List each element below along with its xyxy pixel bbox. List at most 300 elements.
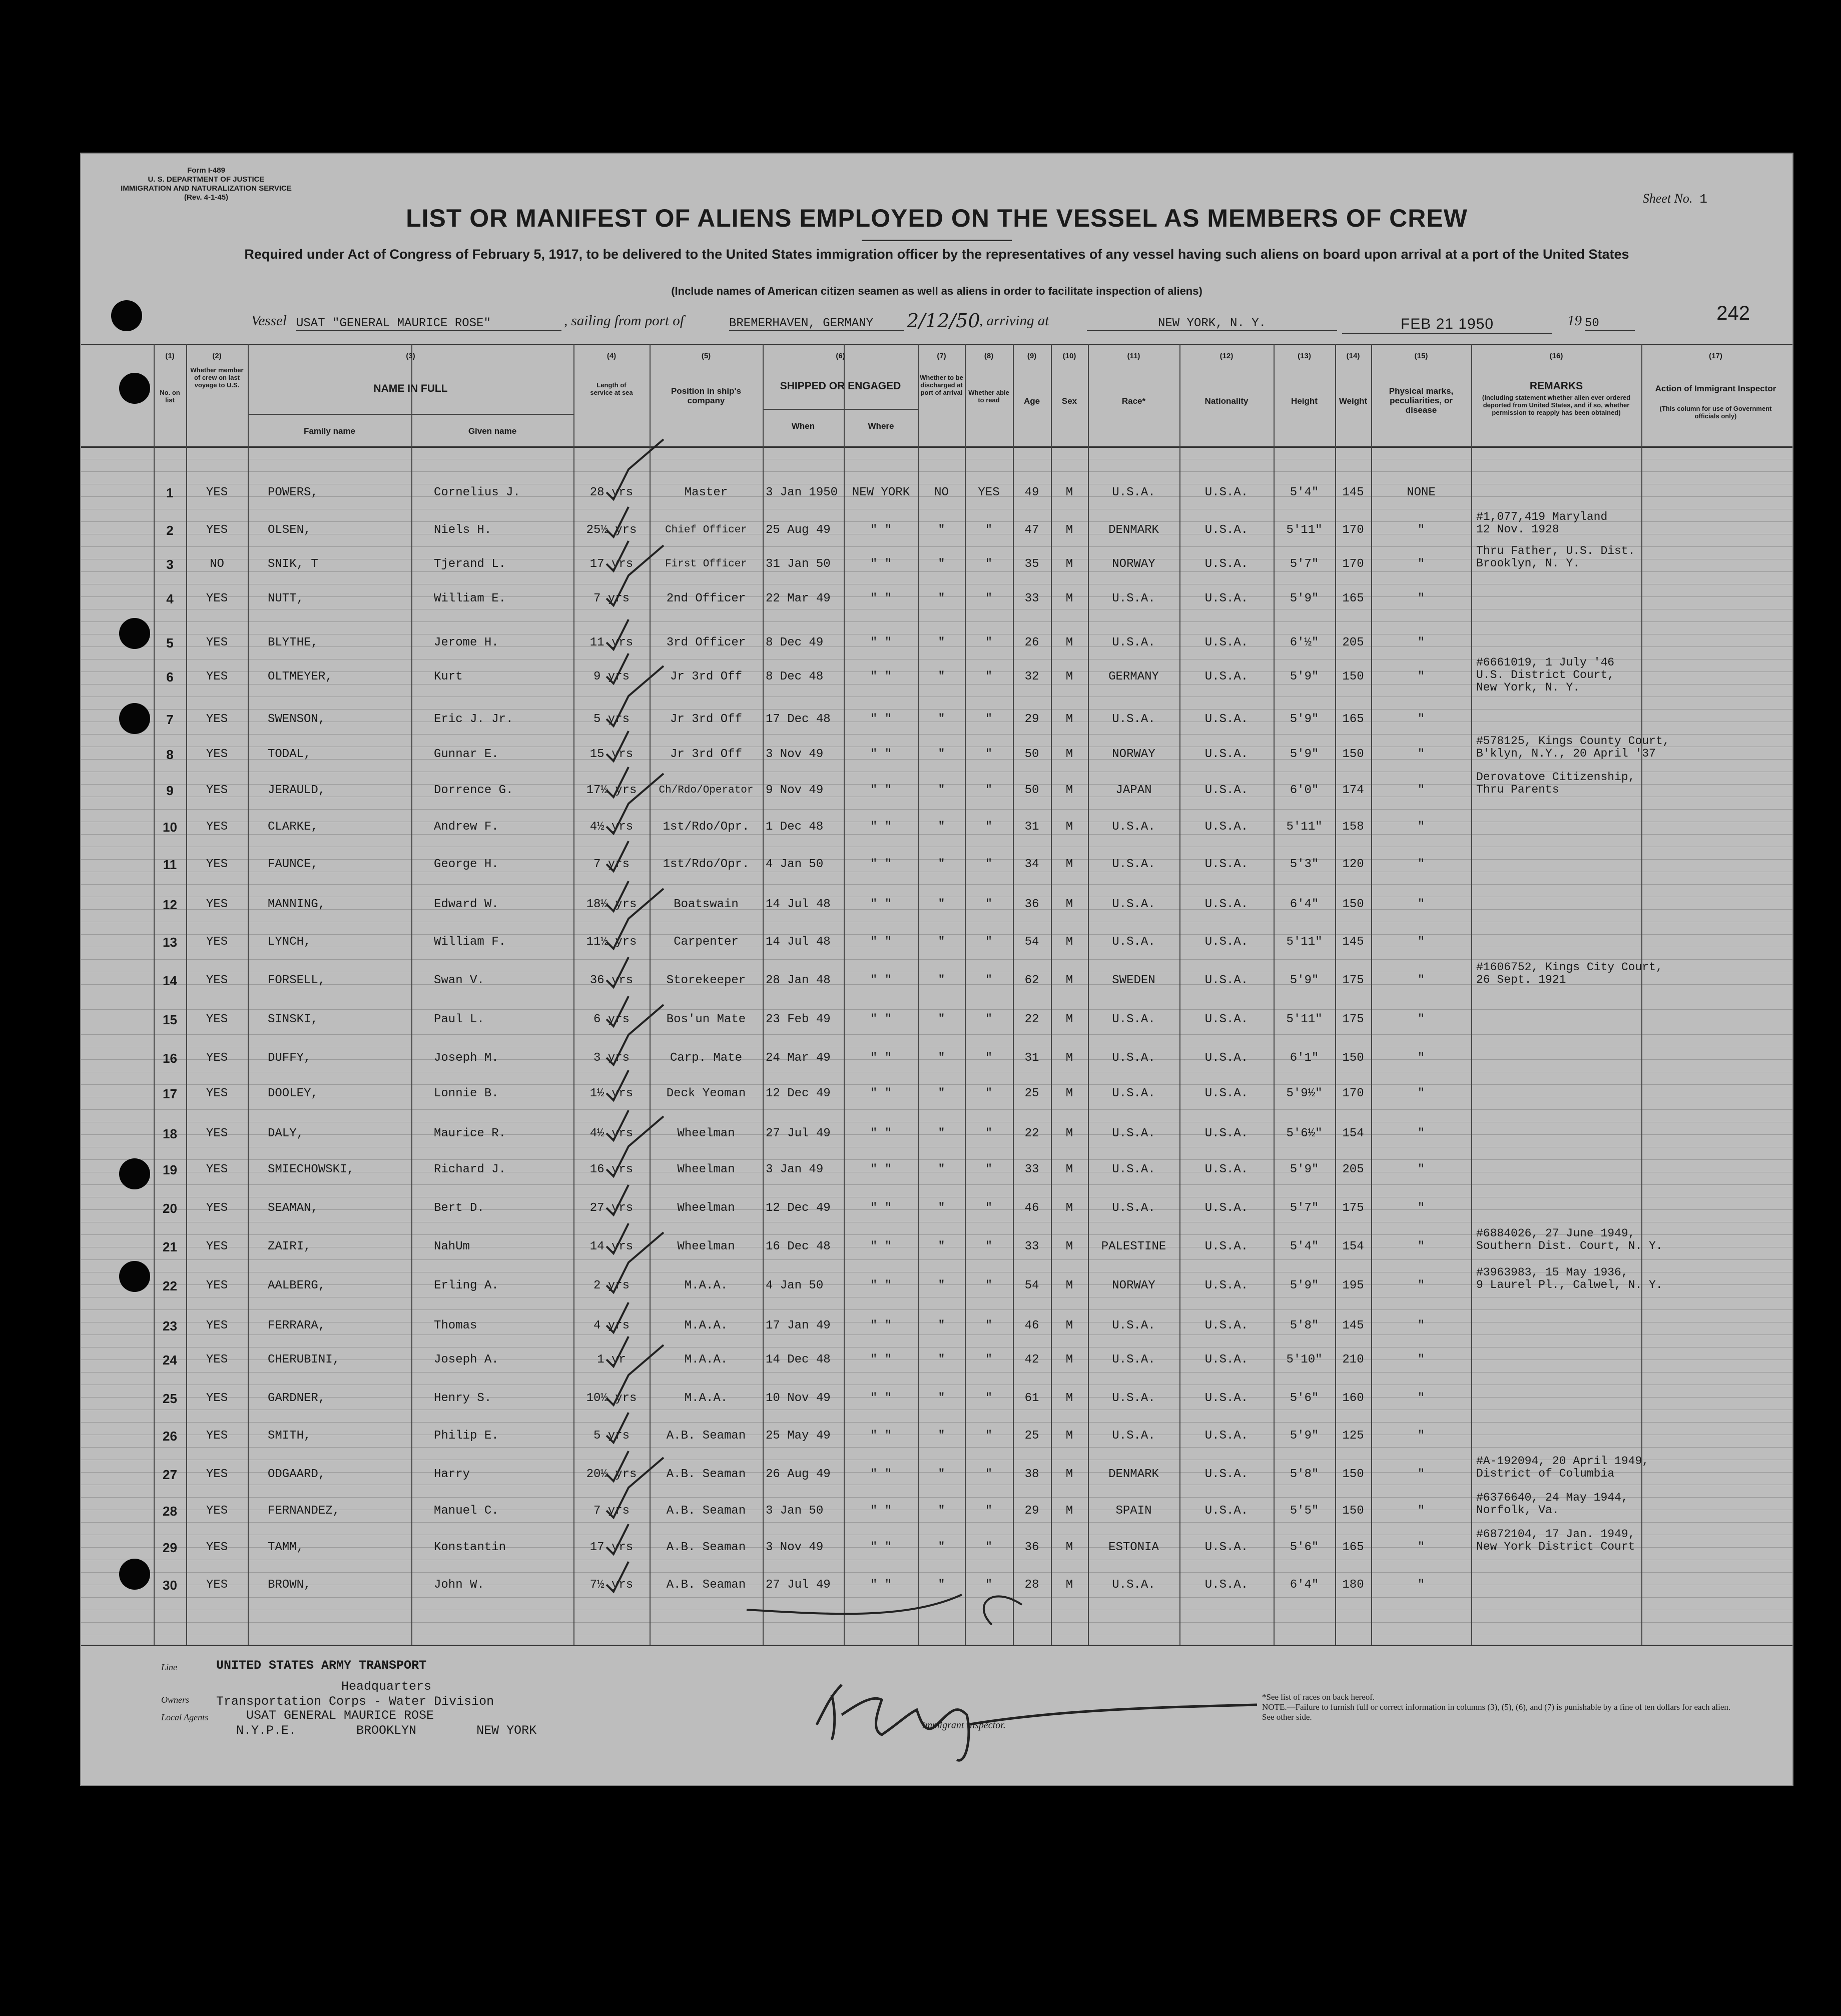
height: 5'9": [1290, 670, 1319, 684]
shipped-where: " ": [870, 1163, 892, 1176]
able-to-read: ": [985, 1279, 993, 1292]
nationality: U.S.A.: [1204, 713, 1249, 726]
sex: M: [1065, 636, 1073, 649]
given-name: Jerome H.: [434, 636, 499, 649]
age: 46: [1024, 1201, 1039, 1215]
position: M.A.A.: [684, 1319, 728, 1332]
header-height: Height: [1291, 396, 1318, 406]
sex: M: [1065, 898, 1073, 911]
form-department: U. S. DEPARTMENT OF JUSTICE: [148, 175, 265, 184]
header-where: Where: [868, 421, 894, 431]
height: 5'4": [1290, 1240, 1319, 1253]
family-name: DALY,: [268, 1127, 304, 1140]
check-mark: [606, 774, 664, 834]
shipped-when: 3 Jan 1950: [766, 486, 838, 499]
weight: 145: [1342, 486, 1364, 499]
nationality: U.S.A.: [1204, 670, 1249, 684]
height: 5'9": [1290, 1279, 1319, 1292]
race: NORWAY: [1112, 748, 1155, 761]
position: Carp. Mate: [670, 1051, 743, 1065]
weight: 205: [1342, 1163, 1364, 1176]
able-to-read: ": [985, 1013, 993, 1026]
race: U.S.A.: [1112, 858, 1155, 871]
physical-marks: ": [1417, 1013, 1425, 1026]
shipped-when: 3 Jan 50: [766, 1504, 824, 1518]
binder-hole: [119, 1559, 150, 1590]
sex: M: [1065, 1087, 1073, 1100]
able-to-read: ": [985, 1163, 993, 1176]
sex: M: [1065, 670, 1073, 684]
family-name: CHERUBINI,: [268, 1353, 340, 1367]
length-of-service: 27 yrs: [589, 1201, 634, 1215]
row-number: 24: [163, 1353, 177, 1368]
age: 36: [1024, 898, 1039, 911]
vessel-name: USAT "GENERAL MAURICE ROSE": [296, 317, 561, 331]
column-number: (9): [1027, 352, 1037, 360]
length-of-service: 5 yrs: [593, 1429, 630, 1443]
remarks: #6376640, 24 May 1944, Norfolk, Va.: [1476, 1491, 1628, 1517]
nationality: U.S.A.: [1204, 1353, 1249, 1367]
weight: 195: [1342, 1279, 1364, 1292]
sex: M: [1065, 1240, 1073, 1253]
age: 33: [1024, 592, 1039, 605]
row-number: 12: [163, 897, 177, 912]
column-number: (11): [1127, 352, 1140, 360]
owners-line-2: Transportation Corps - Water Division: [216, 1694, 494, 1709]
physical-marks: ": [1417, 1087, 1425, 1100]
check-mark: [606, 1413, 629, 1443]
able-to-read: ": [985, 748, 993, 761]
discharged-flag: ": [938, 1240, 945, 1253]
position: Jr 3rd Off: [670, 748, 743, 761]
crew-member-flag: YES: [206, 1429, 228, 1443]
length-of-service: 7 yrs: [593, 1504, 630, 1518]
position: Boatswain: [674, 898, 739, 911]
check-mark: [606, 1345, 664, 1405]
remarks: #6884026, 27 June 1949, Southern Dist. Court, N. Y.: [1476, 1227, 1663, 1252]
shipped-when: 3 Jan 49: [766, 1163, 824, 1176]
sex: M: [1065, 713, 1073, 726]
physical-marks: ": [1417, 670, 1425, 684]
row-number: 16: [163, 1051, 177, 1066]
weight: 150: [1342, 748, 1364, 761]
discharged-flag: ": [938, 523, 945, 537]
weight: 170: [1342, 1087, 1364, 1100]
sailing-label: , sailing from port of: [564, 313, 684, 329]
length-of-service: 9 yrs: [593, 670, 630, 684]
shipped-when: 22 Mar 49: [766, 592, 831, 605]
check-marks: [81, 154, 1792, 1785]
row-number: 21: [163, 1239, 177, 1254]
physical-marks: ": [1417, 898, 1425, 911]
race: SPAIN: [1115, 1504, 1152, 1518]
discharged-flag: ": [938, 1392, 945, 1405]
agents-label: Local Agents: [161, 1712, 209, 1722]
family-name: NUTT,: [268, 592, 304, 605]
owners-line-1: Headquarters: [341, 1679, 432, 1694]
position: Bos'un Mate: [666, 1013, 746, 1026]
crew-member-flag: YES: [206, 935, 228, 949]
row-number: 6: [166, 669, 174, 685]
given-name: George H.: [434, 858, 499, 871]
physical-marks: ": [1417, 1240, 1425, 1253]
column-number: (7): [937, 352, 946, 360]
weight: 150: [1342, 1504, 1364, 1518]
height: 5'5": [1290, 1504, 1319, 1518]
height: 5'6½": [1286, 1127, 1323, 1140]
column-number: (14): [1346, 352, 1360, 360]
physical-marks: ": [1417, 784, 1425, 797]
able-to-read: ": [985, 1353, 993, 1367]
shipped-where: " ": [870, 1468, 892, 1481]
column-number: (15): [1414, 352, 1428, 360]
family-name: BLYTHE,: [268, 636, 318, 649]
arrival-port: NEW YORK, N. Y.: [1087, 317, 1337, 331]
physical-marks: ": [1417, 1429, 1425, 1443]
weight: 205: [1342, 636, 1364, 649]
length-of-service: 2 yrs: [593, 1279, 630, 1292]
row-number: 17: [163, 1086, 177, 1101]
weight: 165: [1342, 713, 1364, 726]
able-to-read: ": [985, 974, 993, 987]
check-mark: [606, 545, 664, 605]
row-number: 28: [163, 1504, 177, 1519]
length-of-service: 4½ yrs: [589, 820, 634, 834]
physical-marks: ": [1417, 820, 1425, 834]
physical-marks: ": [1417, 636, 1425, 649]
physical-marks: ": [1417, 1353, 1425, 1367]
nationality: U.S.A.: [1204, 636, 1249, 649]
nationality: U.S.A.: [1204, 1087, 1249, 1100]
nationality: U.S.A.: [1204, 486, 1249, 499]
column-number: (5): [701, 352, 711, 360]
sex: M: [1065, 1201, 1073, 1215]
race: NORWAY: [1112, 1279, 1155, 1292]
race: U.S.A.: [1112, 713, 1155, 726]
weight: 174: [1342, 784, 1364, 797]
check-mark: [606, 653, 629, 684]
age: 54: [1024, 935, 1039, 949]
age: 50: [1024, 784, 1039, 797]
length-of-service: 17 yrs: [589, 557, 634, 571]
line-value: UNITED STATES ARMY TRANSPORT: [216, 1658, 427, 1673]
shipped-when: 24 Mar 49: [766, 1051, 831, 1065]
header-discharged: Whether to be discharged at port of arrival: [920, 374, 963, 396]
crew-member-flag: YES: [206, 1201, 228, 1215]
check-mark: [606, 1458, 664, 1518]
sex: M: [1065, 1541, 1073, 1554]
nationality: U.S.A.: [1204, 592, 1249, 605]
sex: M: [1065, 486, 1073, 499]
crew-member-flag: YES: [206, 523, 228, 537]
crew-member-flag: YES: [206, 713, 228, 726]
check-mark: [606, 889, 664, 949]
age: 32: [1024, 670, 1039, 684]
age: 46: [1024, 1319, 1039, 1332]
family-name: FAUNCE,: [268, 858, 318, 871]
nationality: U.S.A.: [1204, 1127, 1249, 1140]
row-number: 26: [163, 1429, 177, 1444]
header-weight: Weight: [1339, 396, 1368, 406]
height: 5'4": [1290, 486, 1319, 499]
position: Wheelman: [677, 1201, 735, 1215]
crew-member-flag: YES: [206, 1279, 228, 1292]
sex: M: [1065, 820, 1073, 834]
sheet-no-label: Sheet No.: [1642, 191, 1693, 206]
race: U.S.A.: [1112, 1429, 1155, 1443]
discharged-flag: ": [938, 1353, 945, 1367]
discharged-flag: ": [938, 974, 945, 987]
shipped-when: 25 Aug 49: [766, 523, 831, 537]
length-of-service: 25½ yrs: [586, 523, 637, 537]
column-number: (10): [1062, 352, 1076, 360]
row-number: 2: [166, 523, 174, 538]
length-of-service: 28 yrs: [589, 486, 634, 499]
physical-marks: ": [1417, 592, 1425, 605]
row-number: 14: [163, 973, 177, 988]
check-mark: [606, 881, 629, 911]
owners-label: Owners: [161, 1695, 190, 1705]
race: U.S.A.: [1112, 592, 1155, 605]
race: NORWAY: [1112, 557, 1155, 571]
height: 5'11": [1286, 820, 1323, 834]
discharged-flag: ": [938, 592, 945, 605]
height: 5'9": [1290, 1163, 1319, 1176]
row-number: 8: [166, 747, 174, 762]
height: 5'9": [1290, 592, 1319, 605]
position: Master: [684, 486, 728, 499]
position: 1st/Rdo/Opr.: [663, 820, 750, 834]
header-remarks-note: (Including statement whether alien ever ordered deported from United States, and if so, whether permission to reapply has been obtained): [1482, 394, 1631, 416]
discharged-flag: ": [938, 748, 945, 761]
check-mark: [606, 666, 664, 726]
family-name: LYNCH,: [268, 935, 311, 949]
physical-marks: ": [1417, 1392, 1425, 1405]
able-to-read: ": [985, 713, 993, 726]
row-number: 29: [163, 1540, 177, 1555]
check-mark: [606, 1232, 664, 1292]
shipped-when: 3 Nov 49: [766, 748, 824, 761]
nationality: U.S.A.: [1204, 1468, 1249, 1481]
shipped-where: " ": [870, 557, 892, 571]
shipped-where: " ": [870, 820, 892, 834]
shipped-when: 10 Nov 49: [766, 1392, 831, 1405]
length-of-service: 18½ yrs: [586, 898, 637, 911]
shipped-where: " ": [870, 1504, 892, 1518]
sex: M: [1065, 1279, 1073, 1292]
age: 31: [1024, 820, 1039, 834]
shipped-where: " ": [870, 636, 892, 649]
page-number: 242: [1716, 302, 1750, 324]
position: A.B. Seaman: [666, 1541, 746, 1554]
age: 28: [1024, 1578, 1039, 1592]
physical-marks: ": [1417, 974, 1425, 987]
races-note: *See list of races on back hereof.: [1262, 1692, 1375, 1702]
vessel-label: Vessel: [251, 313, 287, 329]
height: 5'9": [1290, 713, 1319, 726]
length-of-service: 6 yrs: [593, 1013, 630, 1026]
sex: M: [1065, 1468, 1073, 1481]
race: ESTONIA: [1108, 1541, 1159, 1554]
line-label: Line: [161, 1662, 178, 1672]
weight: 145: [1342, 935, 1364, 949]
race: PALESTINE: [1101, 1240, 1166, 1253]
height: 5'11": [1286, 935, 1323, 949]
manifest-sheet: [80, 153, 1793, 1786]
able-to-read: YES: [978, 486, 1000, 499]
nationality: U.S.A.: [1204, 1578, 1249, 1592]
family-name: ZAIRI,: [268, 1240, 311, 1253]
able-to-read: ": [985, 858, 993, 871]
height: 5'11": [1286, 1013, 1323, 1026]
check-mark: [606, 1336, 629, 1367]
nationality: U.S.A.: [1204, 935, 1249, 949]
family-name: MANNING,: [268, 898, 326, 911]
shipped-when: 8 Dec 49: [766, 636, 824, 649]
given-name: Bert D.: [434, 1201, 484, 1215]
crew-member-flag: YES: [206, 858, 228, 871]
shipped-where: " ": [870, 592, 892, 605]
physical-marks: NONE: [1407, 486, 1436, 499]
nationality: U.S.A.: [1204, 858, 1249, 871]
age: 35: [1024, 557, 1039, 571]
discharged-flag: ": [938, 1429, 945, 1443]
race: U.S.A.: [1112, 1201, 1155, 1215]
crew-member-flag: YES: [206, 1051, 228, 1065]
age: 42: [1024, 1353, 1039, 1367]
discharged-flag: ": [938, 820, 945, 834]
length-of-service: 5 yrs: [593, 713, 630, 726]
check-mark: [606, 541, 629, 571]
physical-marks: ": [1417, 1504, 1425, 1518]
shipped-when: 4 Jan 50: [766, 858, 824, 871]
remarks: #1,077,419 Maryland 12 Nov. 1928: [1476, 510, 1608, 536]
height: 5'8": [1290, 1468, 1319, 1481]
position: A.B. Seaman: [666, 1504, 746, 1518]
remarks: #3963983, 15 May 1936, 9 Laurel Pl., Calwel, N. Y.: [1476, 1266, 1663, 1291]
sex: M: [1065, 1578, 1073, 1592]
check-mark: [606, 1562, 629, 1592]
check-mark: [606, 996, 629, 1026]
shipped-where: " ": [870, 1353, 892, 1367]
weight: 150: [1342, 1468, 1364, 1481]
sex: M: [1065, 1429, 1073, 1443]
shipped-when: 25 May 49: [766, 1429, 831, 1443]
sex: M: [1065, 557, 1073, 571]
weight: 120: [1342, 858, 1364, 871]
row-number: 18: [163, 1126, 177, 1141]
header-no-on-list: No. on list: [160, 389, 180, 404]
nationality: U.S.A.: [1204, 784, 1249, 797]
nationality: U.S.A.: [1204, 748, 1249, 761]
given-name: Andrew F.: [434, 820, 499, 834]
given-name: Harry: [434, 1468, 470, 1481]
age: 29: [1024, 713, 1039, 726]
binder-hole: [119, 618, 150, 649]
weight: 210: [1342, 1353, 1364, 1367]
family-name: FERNANDEZ,: [268, 1504, 340, 1518]
age: 36: [1024, 1541, 1039, 1554]
length-of-service: 10½ yrs: [586, 1392, 637, 1405]
position: Wheelman: [677, 1240, 735, 1253]
column-number: (3): [406, 352, 415, 360]
weight: 175: [1342, 1201, 1364, 1215]
family-name: BROWN,: [268, 1578, 311, 1592]
family-name: SNIK, T: [268, 557, 318, 571]
given-name: NahUm: [434, 1240, 470, 1253]
shipped-when: 23 Feb 49: [766, 1013, 831, 1026]
age: 22: [1024, 1013, 1039, 1026]
page-title: LIST OR MANIFEST OF ALIENS EMPLOYED ON THE VESSEL AS MEMBERS OF CREW: [406, 204, 1468, 232]
position: First Officer: [665, 558, 747, 570]
check-mark: [606, 1005, 664, 1065]
family-name: TAMM,: [268, 1541, 304, 1554]
nationality: U.S.A.: [1204, 1319, 1249, 1332]
shipped-where: " ": [870, 1127, 892, 1140]
shipped-where: " ": [870, 1578, 892, 1592]
sex: M: [1065, 1392, 1073, 1405]
given-name: Tjerand L.: [434, 557, 506, 571]
binder-hole: [119, 1158, 150, 1189]
race: JAPAN: [1115, 784, 1152, 797]
sex: M: [1065, 1163, 1073, 1176]
column-number: (16): [1549, 352, 1563, 360]
check-mark: [606, 731, 629, 761]
race: U.S.A.: [1112, 1051, 1155, 1065]
nationality: U.S.A.: [1204, 1013, 1249, 1026]
position: Deck Yeoman: [666, 1087, 746, 1100]
check-mark: [606, 619, 629, 649]
physical-marks: ": [1417, 748, 1425, 761]
able-to-read: ": [985, 1240, 993, 1253]
height: 5'9": [1290, 748, 1319, 761]
length-of-service: 1 yr: [597, 1353, 626, 1367]
able-to-read: ": [985, 557, 993, 571]
binder-hole: [119, 1261, 150, 1292]
height: 5'9": [1290, 1429, 1319, 1443]
shipped-where: " ": [870, 523, 892, 537]
given-name: Thomas: [434, 1319, 477, 1332]
nationality: U.S.A.: [1204, 974, 1249, 987]
crew-member-flag: YES: [206, 1240, 228, 1253]
crew-member-flag: YES: [206, 1319, 228, 1332]
row-number: 19: [163, 1162, 177, 1177]
able-to-read: ": [985, 1319, 993, 1332]
arrival-date-stamp: FEB 21 1950: [1342, 316, 1552, 334]
form-service: IMMIGRATION AND NATURALIZATION SERVICE: [121, 184, 292, 193]
check-mark: [606, 841, 629, 871]
position: M.A.A.: [684, 1279, 728, 1292]
crew-member-flag: YES: [206, 820, 228, 834]
discharged-flag: ": [938, 1541, 945, 1554]
row-number: 27: [163, 1467, 177, 1482]
able-to-read: ": [985, 1127, 993, 1140]
header-action-note: (This column for use of Government officials only): [1659, 405, 1772, 420]
length-of-service: 3 yrs: [593, 1051, 630, 1065]
physical-marks: ": [1417, 1279, 1425, 1292]
length-of-service: 7½ yrs: [589, 1578, 634, 1592]
able-to-read: ": [985, 592, 993, 605]
race: SWEDEN: [1112, 974, 1155, 987]
physical-marks: ": [1417, 935, 1425, 949]
weight: 175: [1342, 974, 1364, 987]
discharged-flag: ": [938, 1578, 945, 1592]
shipped-where: " ": [870, 1319, 892, 1332]
given-name: Maurice R.: [434, 1127, 506, 1140]
nationality: U.S.A.: [1204, 557, 1249, 571]
header-nationality: Nationality: [1204, 396, 1249, 406]
weight: 150: [1342, 670, 1364, 684]
